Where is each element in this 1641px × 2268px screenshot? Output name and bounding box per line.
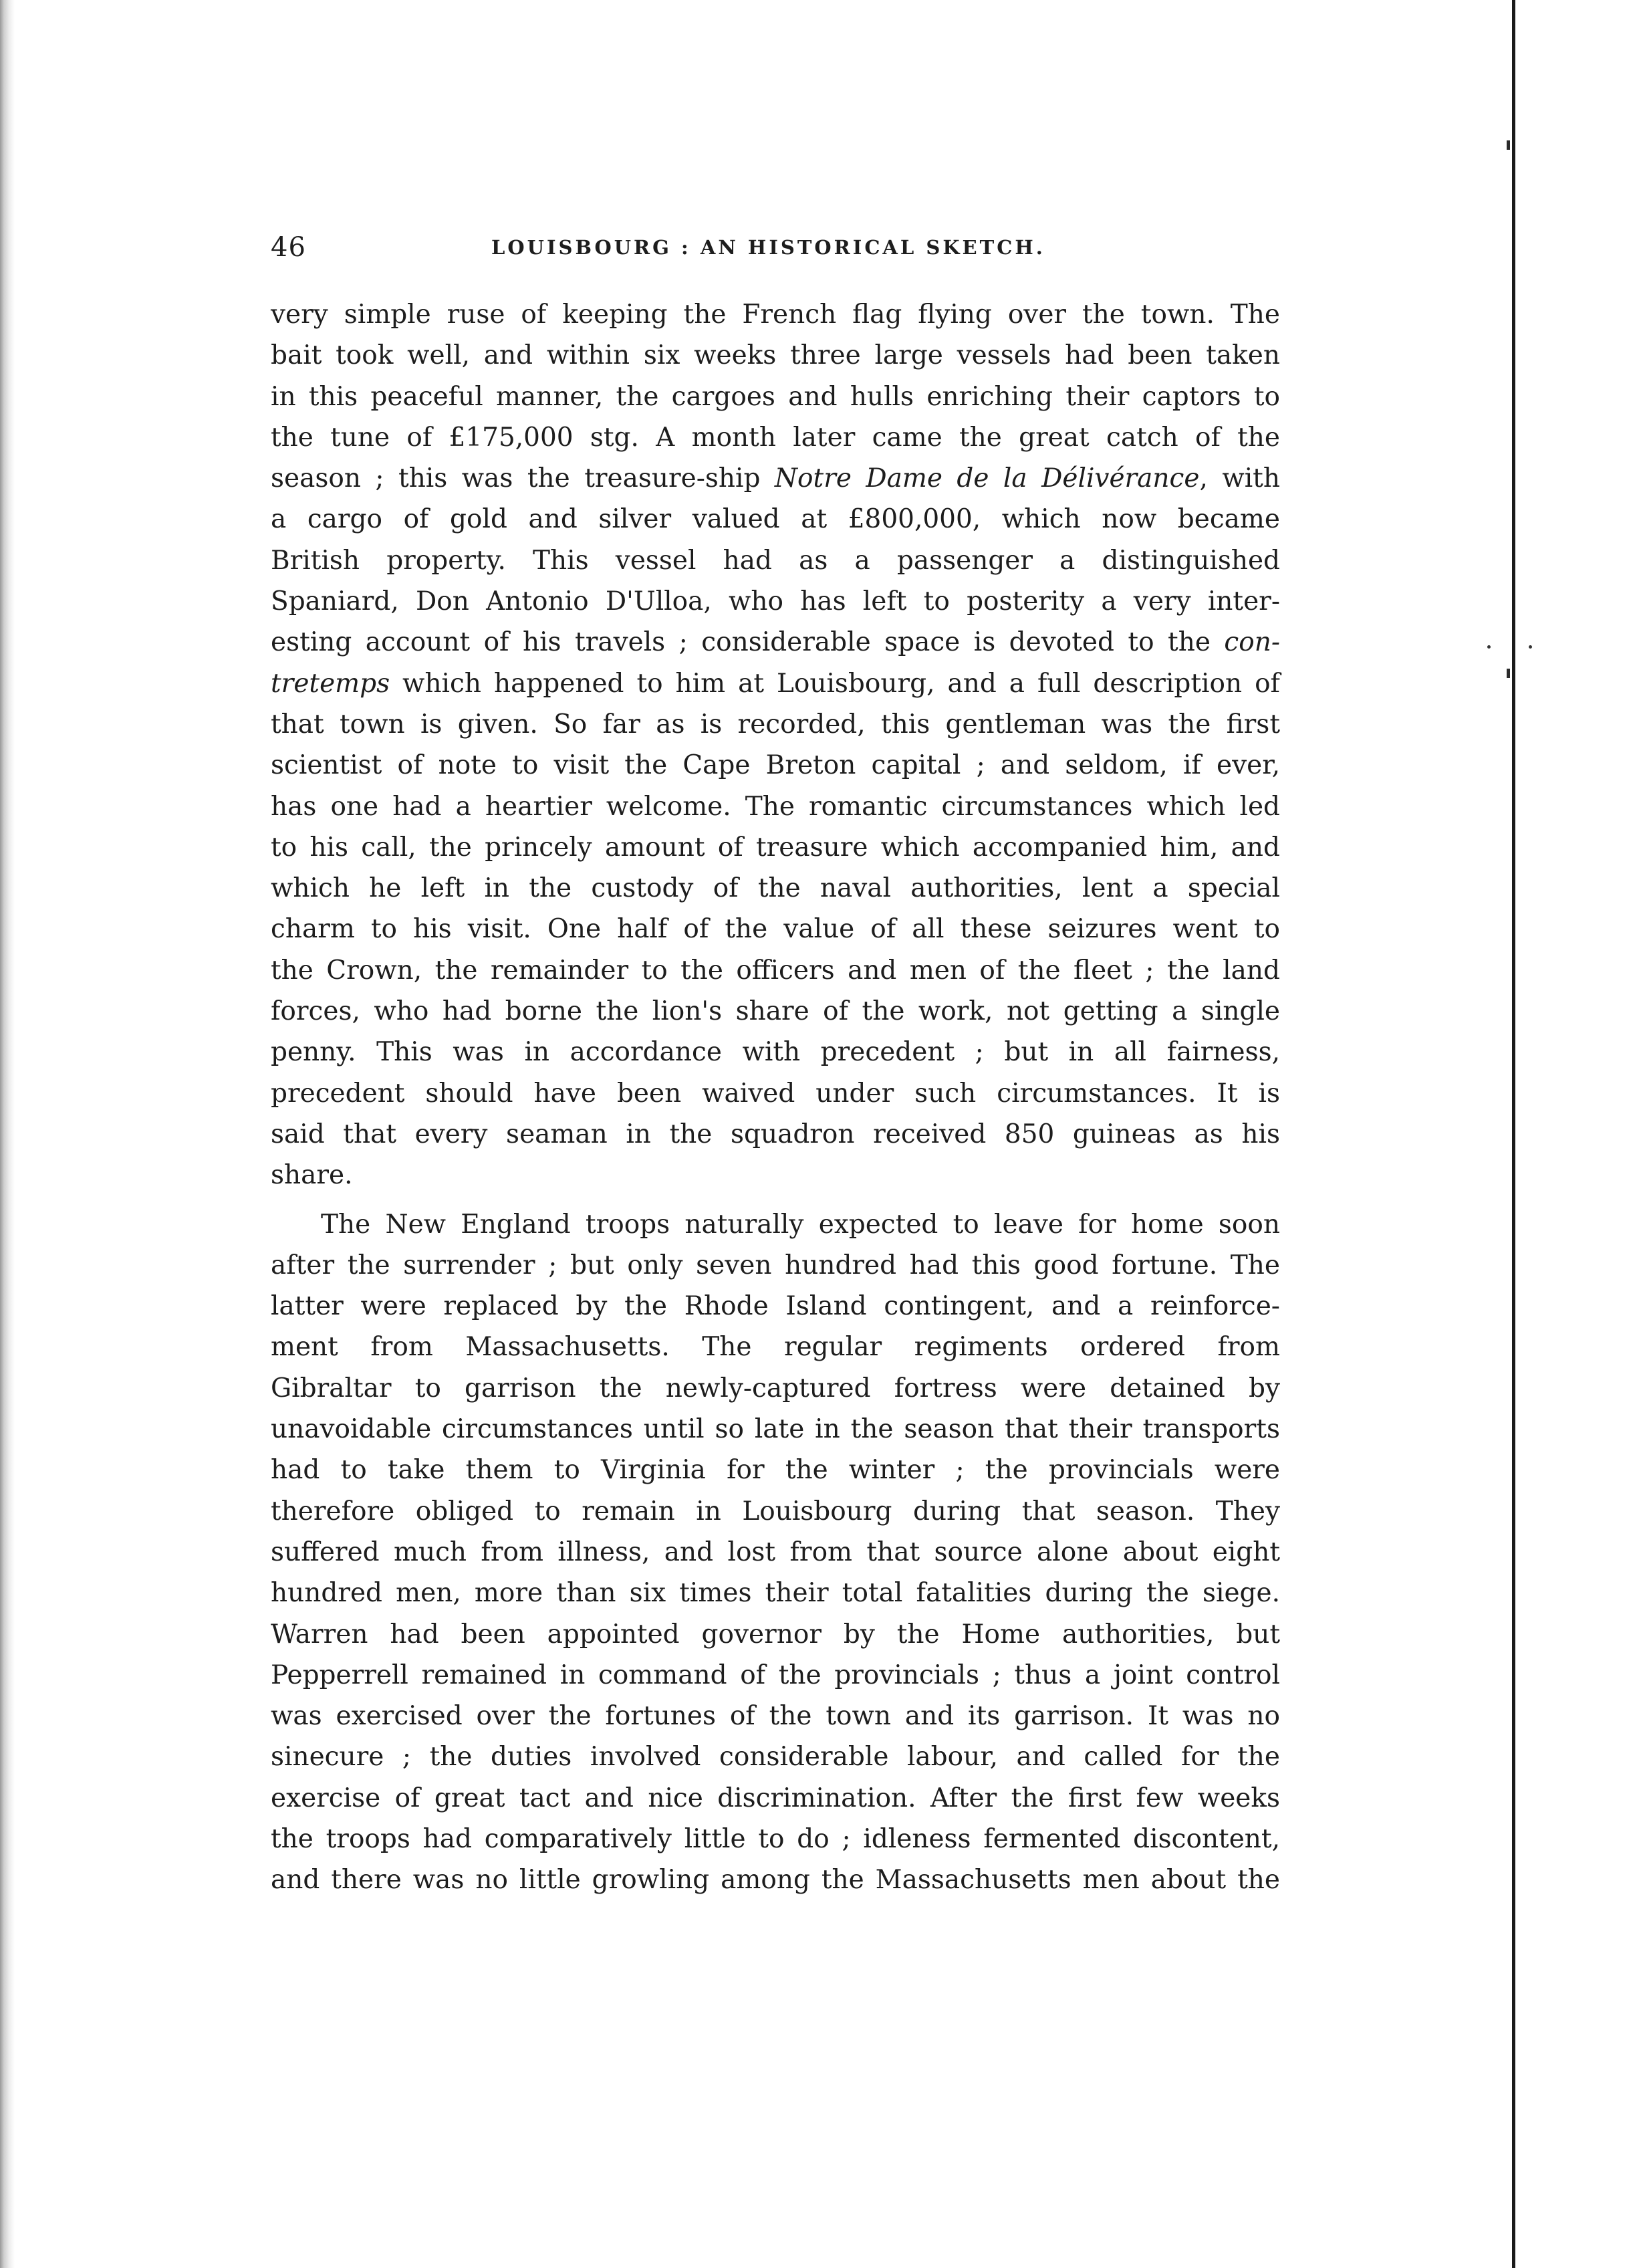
text-line	[271, 1736, 1280, 1777]
text-line	[271, 1532, 1280, 1573]
text-run: suffered much from illness, and lost from that source alone about eight	[271, 1537, 1280, 1567]
text-run: charm to his visit. One half of the value of all these seizures went to	[271, 914, 1280, 945]
italic-text-run: Notre Dame de la Délivérance	[774, 463, 1200, 494]
text-line	[271, 417, 1280, 458]
text-run: very simple ruse of keeping the French flag flying over the town. The	[271, 300, 1280, 330]
text-run: British property. This vessel had as a passenger a distinguished	[271, 545, 1280, 576]
text-line	[271, 1032, 1280, 1072]
text-run: after the surrender ; but only seven hundred had this good fortune. The	[271, 1250, 1280, 1280]
text-line	[271, 950, 1280, 991]
text-line	[271, 1696, 1280, 1736]
text-run: , with	[1199, 463, 1280, 494]
text-run: share.	[271, 1160, 353, 1191]
text-run: and there was no little growling among the Massachusetts men about the	[271, 1865, 1280, 1896]
text-line	[271, 1073, 1280, 1114]
text-line	[271, 1778, 1280, 1819]
running-title: LOUISBOURG : AN HISTORICAL SKETCH.	[491, 236, 1045, 259]
text-line	[271, 663, 1280, 704]
text-line	[271, 991, 1280, 1032]
scan-gutter-mark	[1507, 669, 1510, 678]
text-line	[271, 1245, 1280, 1286]
text-line	[271, 745, 1280, 786]
text-run: The New England troops naturally expected to leave for home soon	[321, 1209, 1280, 1240]
scan-gutter-rule	[1512, 0, 1515, 2268]
text-run: in this peaceful manner, the cargoes and hulls enriching their captors to	[271, 381, 1280, 412]
body-text	[271, 294, 1280, 1901]
text-line	[271, 1819, 1280, 1859]
scan-gutter-mark	[1507, 140, 1510, 150]
text-line	[271, 1114, 1280, 1155]
text-run: penny. This was in accordance with precedent ; but in all fairness,	[271, 1037, 1280, 1068]
italic-text-run: tretemps	[271, 668, 390, 699]
text-line	[271, 376, 1280, 417]
text-line	[271, 1614, 1280, 1655]
scan-speck	[1529, 645, 1532, 649]
text-line	[271, 335, 1280, 376]
text-run: therefore obliged to remain in Louisbourg during that season. They	[271, 1496, 1280, 1526]
text-run: which happened to him at Louisbourg, and a full description of	[390, 668, 1280, 699]
text-line	[271, 1573, 1280, 1613]
text-run: to his call, the princely amount of treasure which accompanied him, and	[271, 832, 1280, 863]
text-run: Pepperrell remained in command of the provincials ; thus a joint control	[271, 1660, 1280, 1690]
italic-text-run: con-	[1224, 627, 1280, 658]
text-run: the troops had comparatively little to do ; idleness fermented discontent,	[271, 1823, 1280, 1854]
text-line	[271, 909, 1280, 949]
text-line	[271, 1368, 1280, 1409]
text-line	[271, 1155, 1280, 1196]
text-line	[271, 294, 1280, 335]
text-run: exercise of great tact and nice discrimination. After the first few weeks	[271, 1783, 1280, 1813]
text-run: unavoidable circumstances until so late in the season that their transports	[271, 1414, 1280, 1445]
paragraph-gap	[271, 1196, 1280, 1204]
scan-speck	[1487, 645, 1491, 649]
running-head	[271, 227, 1280, 267]
text-line	[271, 1286, 1280, 1327]
text-line	[271, 1327, 1280, 1367]
text-line	[271, 622, 1280, 663]
text-line	[271, 704, 1280, 745]
text-line	[271, 827, 1280, 868]
text-line	[271, 540, 1280, 581]
text-run: the tune of £175,000 stg. A month later came the great catch of the	[271, 422, 1280, 453]
text-run: has one had a heartier welcome. The romantic circumstances which led	[271, 791, 1280, 822]
text-line	[271, 1655, 1280, 1696]
text-line	[271, 1409, 1280, 1450]
text-run: said that every seaman in the squadron received 850 guineas as his	[271, 1119, 1280, 1149]
text-run: latter were replaced by the Rhode Island contingent, and a reinforce-	[271, 1291, 1280, 1322]
text-run: esting account of his travels ; considerable space is devoted to the	[271, 627, 1225, 658]
text-run: which he left in the custody of the naval authorities, lent a special	[271, 873, 1280, 904]
text-run: Warren had been appointed governor by the Home authorities, but	[271, 1619, 1280, 1650]
text-run: forces, who had borne the lion's share of the work, not getting a single	[271, 996, 1280, 1027]
text-run: ment from Massachusetts. The regular regiments ordered from	[271, 1332, 1280, 1363]
text-run: hundred men, more than six times their total fatalities during the siege.	[271, 1578, 1280, 1609]
paragraph	[271, 294, 1280, 1196]
text-line	[271, 1859, 1280, 1900]
text-run: sinecure ; the duties involved considerable labour, and called for the	[271, 1742, 1280, 1773]
scan-page-edge	[0, 0, 15, 2268]
text-line	[271, 458, 1280, 499]
text-run: that town is given. So far as is recorded, this gentleman was the first	[271, 709, 1280, 740]
text-run: Spaniard, Don Antonio D'Ulloa, who has left to posterity a very inter-	[271, 586, 1280, 617]
text-run: the Crown, the remainder to the officers and men of the fleet ; the land	[271, 955, 1280, 986]
text-run: scientist of note to visit the Cape Breton capital ; and seldom, if ever,	[271, 750, 1280, 781]
text-run: was exercised over the fortunes of the town and its garrison. It was no	[271, 1701, 1280, 1732]
text-line	[271, 499, 1280, 540]
paragraph	[271, 1204, 1280, 1901]
text-run: precedent should have been waived under such circumstances. It is	[271, 1078, 1280, 1109]
text-line	[271, 868, 1280, 909]
text-line	[271, 1450, 1280, 1490]
text-line	[271, 1491, 1280, 1532]
text-line	[271, 581, 1280, 622]
text-run: Gibraltar to garrison the newly-captured fortress were detained by	[271, 1373, 1280, 1403]
text-line	[271, 1204, 1280, 1245]
text-run: bait took well, and within six weeks three large vessels had been taken	[271, 340, 1280, 371]
page-number: 46	[271, 232, 306, 263]
text-run: season ; this was the treasure-ship	[271, 463, 775, 494]
text-run: had to take them to Virginia for the winter ; the provincials were	[271, 1455, 1280, 1486]
text-run: a cargo of gold and silver valued at £800,000, which now became	[271, 504, 1280, 535]
text-line	[271, 786, 1280, 827]
